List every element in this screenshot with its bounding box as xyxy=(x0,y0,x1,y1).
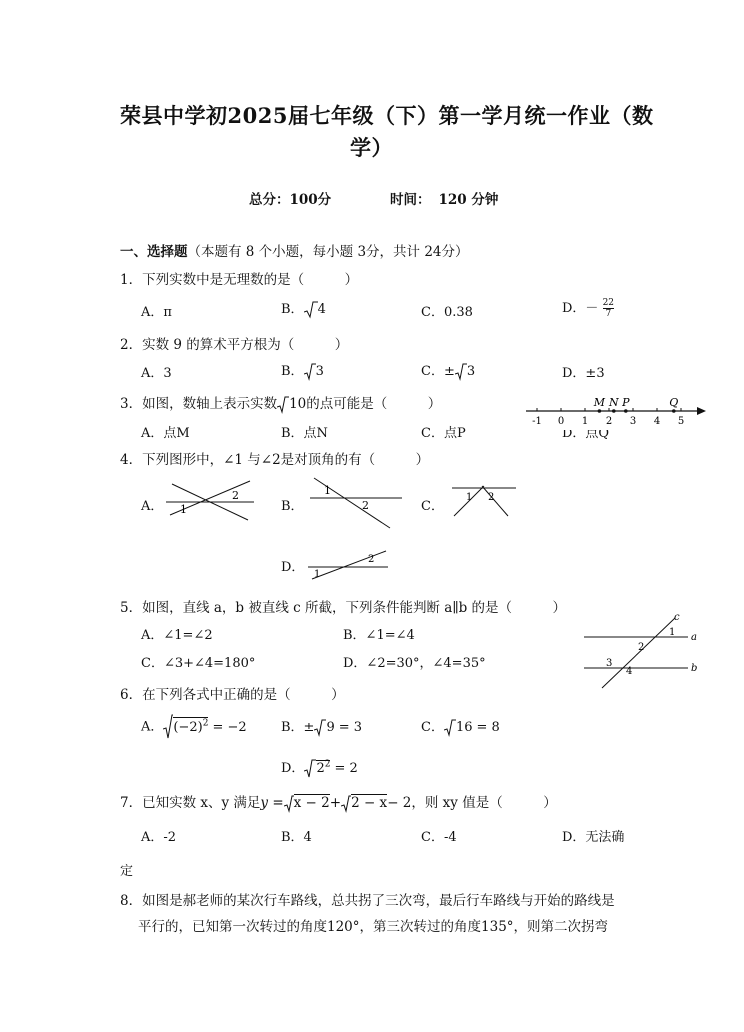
angle-2-label: 2 xyxy=(368,554,375,565)
line-c-label: c xyxy=(674,612,680,623)
q7-option-d-continued: 定 xyxy=(120,864,134,879)
sqrt-icon xyxy=(444,719,456,737)
q1-option-b[interactable]: B． 4 xyxy=(281,302,326,317)
q1-option-c[interactable]: C．0.38 xyxy=(421,305,473,320)
point-label-M: M xyxy=(593,396,606,409)
q6-stem: 6．在下列各式中正确的是（ ） xyxy=(120,687,345,703)
time-label: 时间： 120 分钟 xyxy=(390,192,499,208)
line-b-label: b xyxy=(691,663,698,674)
angle-3-label: 3 xyxy=(606,658,613,669)
q4-figure-c xyxy=(446,478,521,520)
q4-figure-b xyxy=(302,476,407,531)
section-heading: 一、选择题（本题有 8 个小题，每小题 3分，共计 24分） xyxy=(120,244,469,260)
axis-tick-label: 5 xyxy=(677,416,685,427)
angle-1-label: 1 xyxy=(324,484,331,497)
q7-stem: 7．已知实数 x、y 满足y = x − 2+ 2 − x− 2，则 xy 值是（ ） xyxy=(120,795,557,811)
axis-tick-label: 0 xyxy=(557,416,565,427)
sqrt-icon xyxy=(314,719,326,737)
q5-option-b[interactable]: B．∠1=∠4 xyxy=(343,628,415,643)
point-Q xyxy=(672,409,676,413)
page-title: 荣县中学初2025届七年级（下）第一学月统一作业（数 xyxy=(120,103,654,128)
q4-option-d[interactable]: D． xyxy=(281,560,305,575)
q5-option-a[interactable]: A．∠1=∠2 xyxy=(141,628,213,643)
angle-1-label: 1 xyxy=(314,569,321,580)
q2-stem: 2．实数 9 的算术平方根为（ ） xyxy=(120,337,349,353)
q3-stem: 3．如图，数轴上表示实数 10的点可能是（ ） xyxy=(120,396,442,412)
q7-option-d[interactable]: D．无法确 xyxy=(562,830,625,845)
axis-tick-label: 2 xyxy=(605,416,613,427)
q4-stem: 4．下列图形中，∠1 与∠2是对顶角的有（ ） xyxy=(120,452,430,468)
q6-option-c[interactable]: C． 16 = 8 xyxy=(421,720,500,735)
sqrt-icon xyxy=(304,759,316,779)
angle-1-label: 1 xyxy=(466,492,473,503)
angle-2-label: 2 xyxy=(362,499,369,512)
q4-figure-d xyxy=(302,545,392,581)
q3-option-d[interactable]: D．点Q xyxy=(562,426,610,441)
q5-option-d[interactable]: D．∠2=30°，∠4=35° xyxy=(343,656,486,671)
q6-option-a[interactable]: A． $(-2)^2 = -2$ xyxy=(141,714,247,740)
page-title-cont: 学） xyxy=(350,135,393,160)
q4-option-a[interactable]: A． xyxy=(141,499,164,514)
axis-tick-label: 3 xyxy=(629,416,637,427)
point-label-Q: Q xyxy=(669,396,679,409)
total-score: 总分：100分 xyxy=(249,192,332,208)
q3-option-a[interactable]: A．点M xyxy=(141,426,190,441)
point-label-N: N xyxy=(608,396,619,409)
q5-option-c[interactable]: C．∠3+∠4=180° xyxy=(141,656,256,671)
q7-option-c[interactable]: C．-4 xyxy=(421,830,457,845)
sqrt-icon xyxy=(163,714,173,740)
angle-2-label: 2 xyxy=(488,492,495,503)
axis-tick-label: -1 xyxy=(532,416,542,427)
q6-option-b[interactable]: B．± 9 = 3 xyxy=(281,720,363,735)
q4-figure-a xyxy=(162,475,262,525)
angle-4-label: 4 xyxy=(626,666,633,677)
line-a-label: a xyxy=(691,632,697,643)
q1-option-a[interactable]: A．π xyxy=(141,305,172,320)
q2-option-a[interactable]: A．3 xyxy=(141,366,172,381)
q2-option-b[interactable]: B． 3 xyxy=(281,364,324,379)
q8-stem-line1: 8．如图是郝老师的某次行车路线，总共拐了三次弯，最后行车路线与开始的路线是 xyxy=(120,893,615,909)
number-line-figure xyxy=(520,394,710,430)
point-M xyxy=(598,409,602,413)
sqrt-icon xyxy=(304,301,318,319)
point-P xyxy=(624,409,628,413)
q7-option-b[interactable]: B．4 xyxy=(281,830,312,845)
q3-option-b[interactable]: B．点N xyxy=(281,426,328,441)
q5-figure-parallel-lines xyxy=(580,610,705,692)
q5-stem: 5．如图，直线 a，b 被直线 c 所截，下列条件能判断 a∥b 的是（ ） xyxy=(120,600,567,616)
q4-option-c[interactable]: C． xyxy=(421,499,444,514)
q8-stem-line2: 平行的，已知第一次转过的角度120°，第三次转过的角度135°，则第二次拐弯 xyxy=(138,919,609,935)
q4-option-b[interactable]: B． xyxy=(281,499,304,514)
angle-2-label: 2 xyxy=(232,489,239,502)
q6-option-d[interactable]: D． $2^2 = 2$ xyxy=(281,757,358,779)
sqrt-icon xyxy=(284,795,294,813)
angle-1-label: 1 xyxy=(669,627,676,638)
q7-option-a[interactable]: A．-2 xyxy=(141,830,177,845)
q2-option-d[interactable]: D．±3 xyxy=(562,366,605,381)
axis-tick-label: 1 xyxy=(581,416,589,427)
axis-tick-label: 4 xyxy=(653,416,661,427)
point-N xyxy=(612,409,616,413)
angle-1-label: 1 xyxy=(180,503,187,516)
q2-option-c[interactable]: C．± 3 xyxy=(421,364,476,379)
q1-stem: 1．下列实数中是无理数的是（ ） xyxy=(120,272,359,288)
sqrt-icon xyxy=(341,795,351,813)
sqrt-icon xyxy=(304,363,316,381)
sqrt-icon xyxy=(455,363,467,381)
point-label-P: P xyxy=(622,396,630,409)
q1-option-d[interactable]: D．－ $\frac{22}{7}$ xyxy=(562,298,615,319)
angle-2-label: 2 xyxy=(638,642,645,653)
q3-option-c[interactable]: C．点P xyxy=(421,426,466,441)
sqrt-icon xyxy=(277,396,289,414)
